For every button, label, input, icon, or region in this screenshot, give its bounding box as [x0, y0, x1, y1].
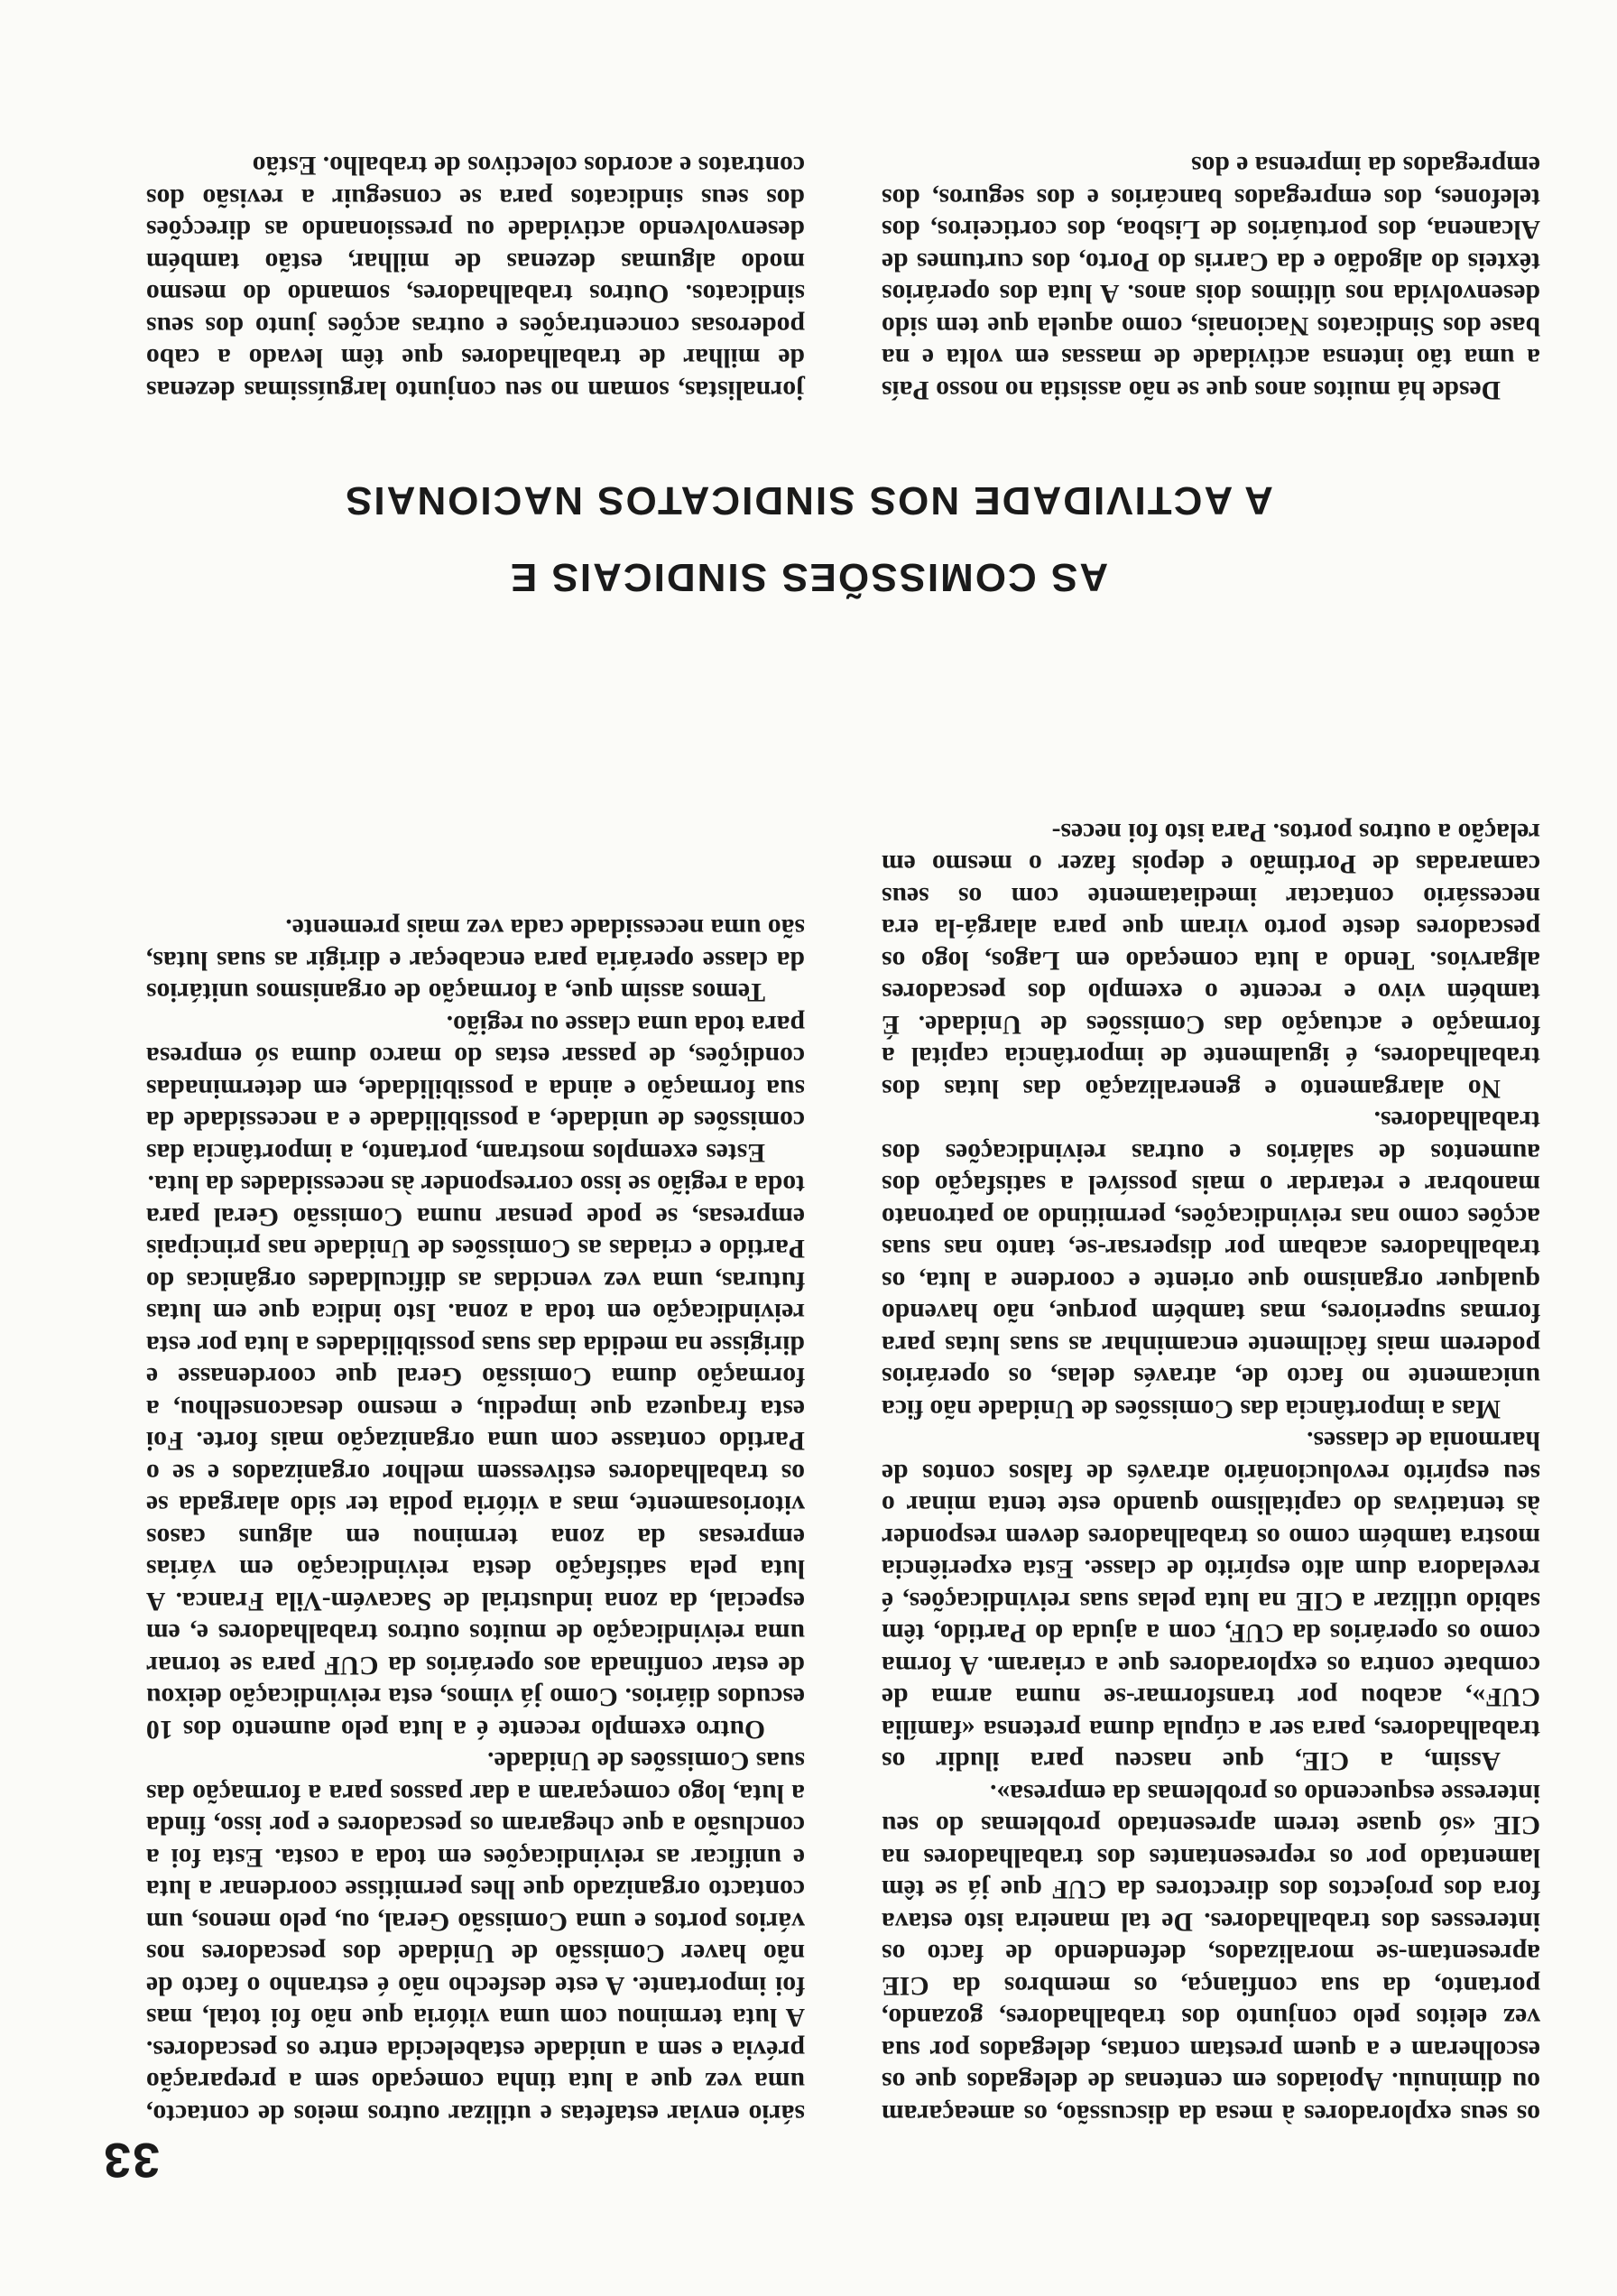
section-title-line-1: AS COMISSÕES SINDICAIS E [508, 555, 1109, 599]
paragraph: os seus exploradores à mesa da discussão, os ameaçaram ou diminuiu. Apoiados em centenas de delegados que os escolheram e a quem prestam contas, delegados por sua vez eleitos pelo conjunto dos trabalhadores, gozando, portanto, da sua confiança, os membros da CIE apresentam-se moralizados, defendendo de facto os interesses dos trabalhadores. De tal maneira isto estava fora dos projectos dos directores da CUF que já se têm lamentado por os representantes dos trabalhadores na CIE «só quase terem apresentado problemas do seu interesse esquecendo os problemas da empresa». [882, 1779, 1540, 2128]
paragraph: No alargamento e generalização das lutas dos trabalhadores, é igualmente de importância capital a formação e actuação das Comissões de Unidade. É também vivo e recente o exemplo dos pescadores algarvios. Tendo a luta começado em Lagos, logo os pescadores deste porto viram que para alargá-la era necessário contactar imediatamente com os seus camaradas de Portimão e depois fazer o mesmo em relação a outros portos. Para isto foi neces- [882, 818, 1540, 1103]
top-left-column [882, 816, 1540, 2130]
bottom-left-column [882, 149, 1540, 405]
paragraph: Temos assim que, a formação de organismos unitários da classe operária para encabeçar e dirigir as suas lutas, são uma necessidade cada vez mais premente. [146, 913, 805, 1007]
paragraph: Desde há muitos anos que se não assistia no nosso País a uma tão intensa actividade de massas em volta e na base dos Sindicatos Nacionais, como aquela que tem sido desenvolvida nos últimos dois anos. A luta dos operários têxteis do algodão e da Carris do Porto, dos curtumes de Alcanena, dos portuários de Lisboa, dos corticeiros, dos telefones, dos empregados bancários e dos seguros, dos empregados da imprensa e dos [882, 151, 1540, 404]
bottom-right-column [146, 149, 805, 405]
paragraph: sário enviar estafetas e utilizar outros meios de contacto, uma vez que a luta tinha começado sem a preparação prévia e sem a unidade estabelecida entre os pescadores. A luta terminou com uma vitória que não foi total, mas foi importante. A este desfecho não é estranho o facto de não haver Comissão de Unidade dos pescadores nos vários portos e uma Comissão Geral, ou, pelo menos, um contacto organizado que lhes permitisse coordenar a luta e unificar as reivindicações em toda a costa. Esta foi a conclusão a que chegaram os pescadores e por isso, finda a luta, logo começaram a dar passos para a formação das suas Comissões de Unidade. [146, 1746, 805, 2128]
page-number: 33 [101, 2133, 160, 2187]
section-title-line-2: A ACTIVIDADE NOS SINDICATOS NACIONAIS [344, 478, 1273, 523]
paragraph: Mas a importância das Comissões de Unidade não fica unicamente no facto de, através delas, os operários poderem mais fàcilmente encaminhar as suas lutas para formas superiores, mas também porque, não havendo qualquer organismo que oriente e coordene a luta, os trabalhadores acabam por dispersar-se, tanto nas suas acções como nas reivindicações, permitindo ao patronato manobrar e retardar o mais possível a satisfação dos aumentos de salários e outras reivindicações dos trabalhadores. [882, 1106, 1540, 1423]
paragraph: Assim, a CIE, que nasceu para iludir os trabalhadores, para ser a cúpula duma pretensa «família CUF», acabou por transformar-se numa arma de combate contra os exploradores que a criaram. A forma como os operários da CUF, com a ajuda do Partido, têm sabido utilizar a CIE na luta pelas suas reivindicações, é reveladora dum alto espírito de classe. Esta experiência mostra também como os trabalhadores devem responder às tentativas do capitalismo quando este tenta minar o seu espírito revolucionário através de falsos contos de harmonia de classes. [882, 1426, 1540, 1776]
paragraph: Outro exemplo recente é a luta pelo aumento dos 10 escudos diários. Como já vimos, esta reivindicação deixou de estar confinada aos operários da CUF para se tornar uma reivindicação de muitos outros trabalhadores e, em especial, da zona industrial de Sacavém-Vila Franca. A luta pela satisfação desta reivindicação em várias empresas da zona terminou em alguns casos vitoriosamente, mas a vitória podia ter sido alargada se os trabalhadores estivessem melhor organizados e se o Partido contasse com uma organização mais forte. Foi esta fraqueza que impediu, e mesmo desaconselhou, a formação duma Comissão Geral que coordenasse e dirigisse na medida das suas possibilidades a luta por esta reivindicação em toda a zona. Isto indica que em lutas futuras, uma vez vencidas as dificuldades orgânicas do Partido e criadas as Comissões de Unidade nas principais empresas, se pode pensar numa Comissão Geral para toda a região se isso corresponder às necessidades da luta. [146, 1170, 805, 1744]
paragraph: jornalistas, somam no seu conjunto larguíssimas dezenas de milhar de trabalhadores que têm levado a cabo poderosas concentrações e outras acções junto dos seus sindicatos. Outros trabalhadores, somando do mesmo modo algumas dezenas de milhar, estão também desenvolvendo actividade ou pressionando as direcções dos seus sindicatos para se conseguir a revisão dos contratos e acordos colectivos de trabalho. Estão [146, 151, 805, 404]
paragraph: Estes exemplos mostram, portanto, a importância das comissões de unidade, a possibilidade e a necessidade da sua formação e ainda a possibilidade, em determinadas condições, de passar estas do marco duma só empresa para toda uma classe ou região. [146, 1010, 805, 1167]
top-right-column [146, 912, 805, 2129]
